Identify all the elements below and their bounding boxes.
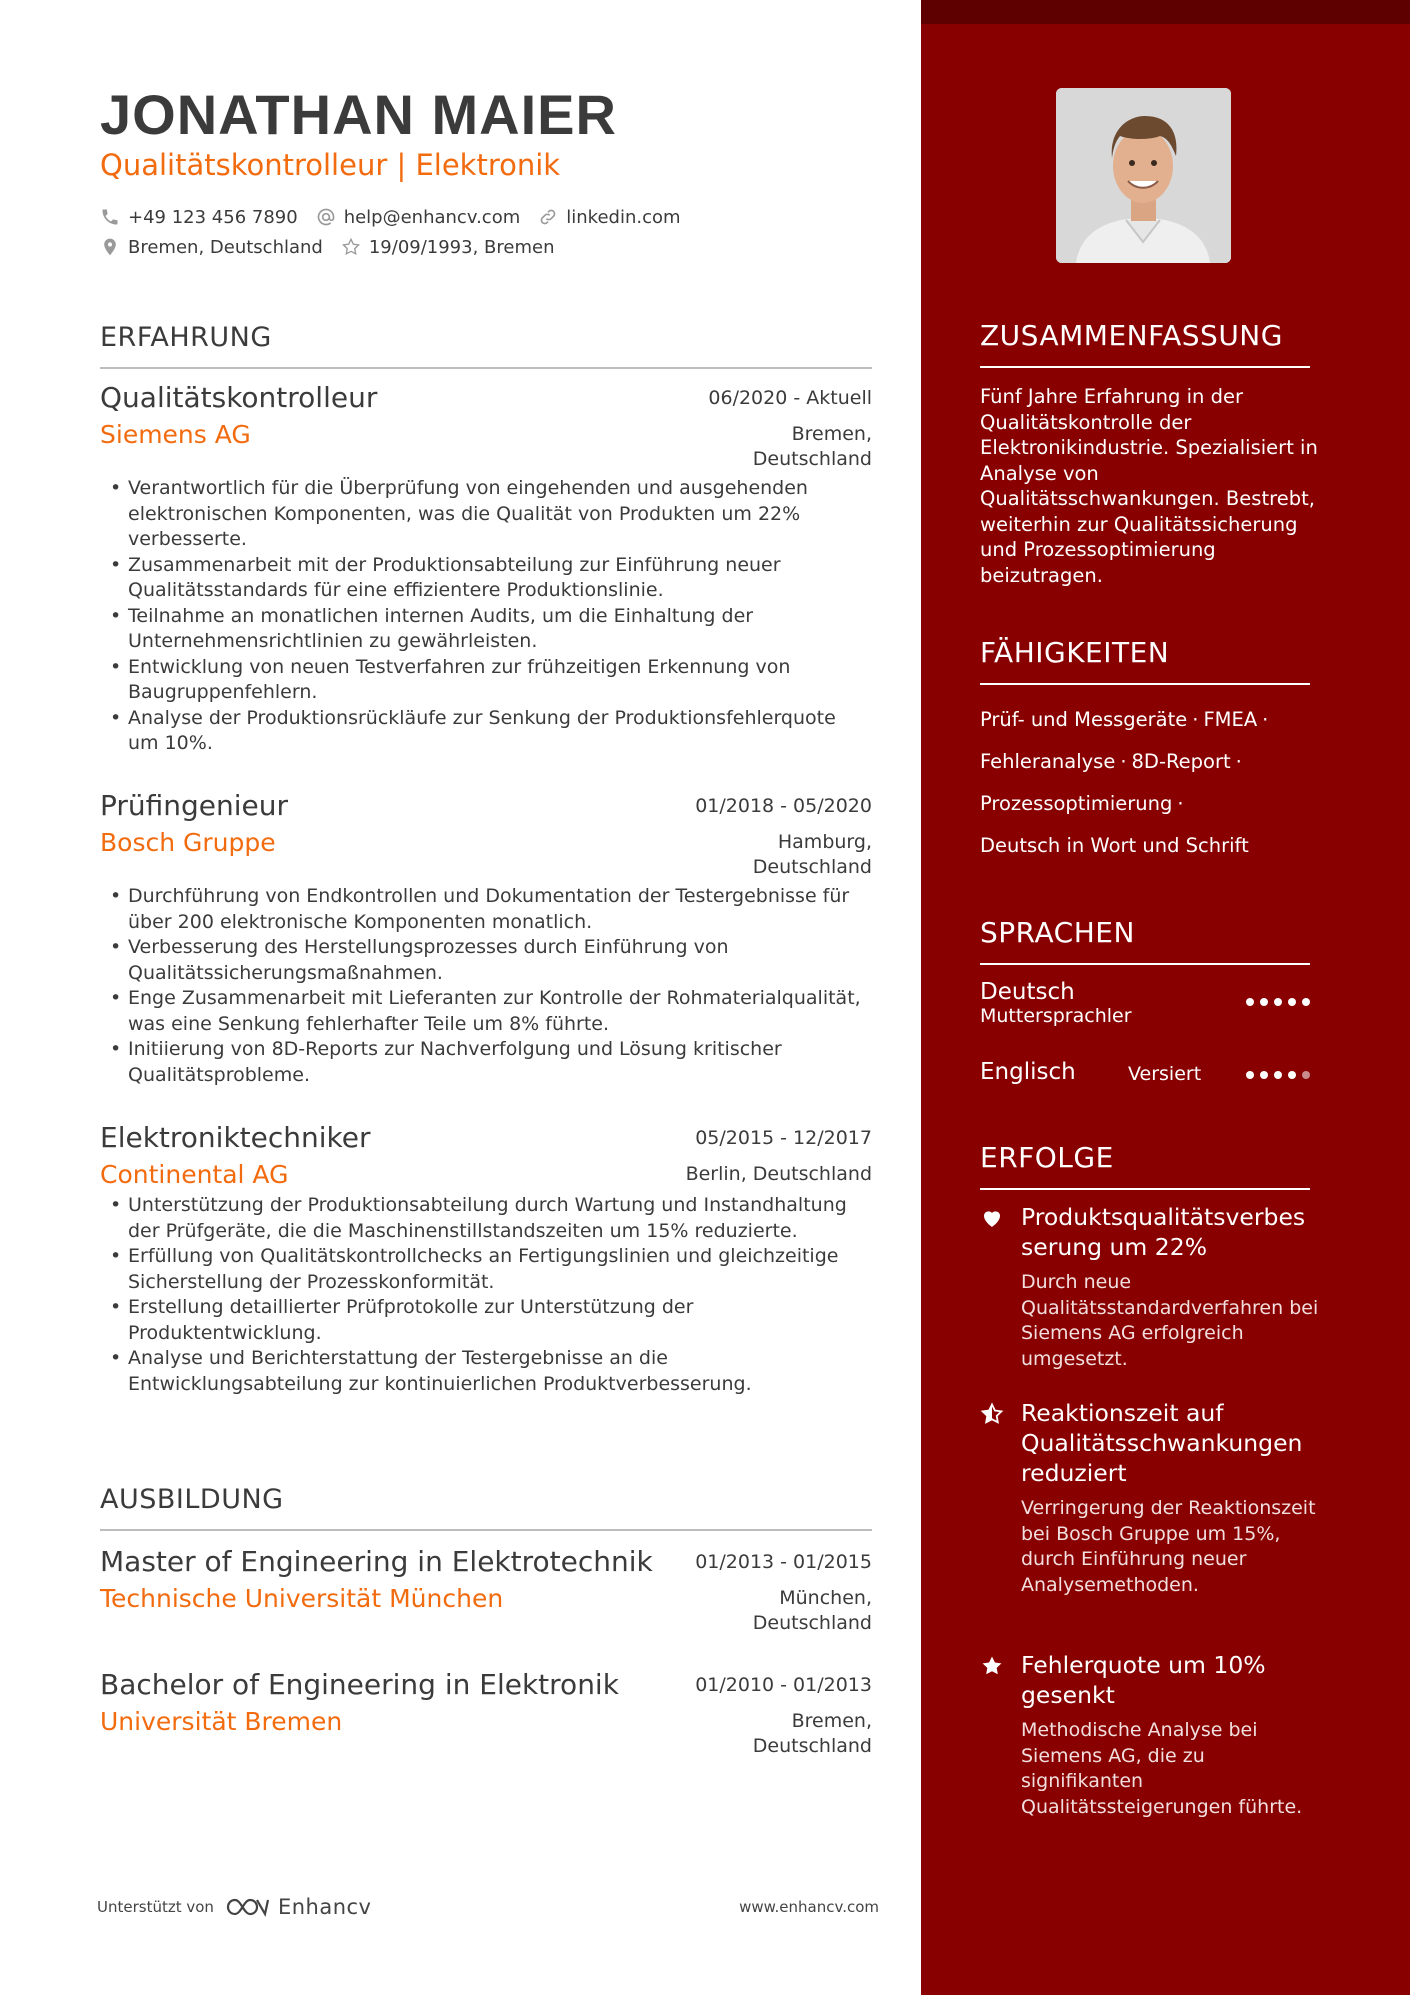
achievement-title: Reaktionszeit auf Qualitätsschwankungen reduziert <box>1021 1399 1303 1487</box>
rating-dot <box>1302 1071 1310 1079</box>
job-title: Elektroniktechniker <box>100 1121 371 1154</box>
skills-title: FÄHIGKEITEN <box>980 636 1170 669</box>
language-level: Muttersprachler <box>980 1005 1132 1027</box>
language-level: Versiert <box>1128 1063 1202 1085</box>
powered-by-text: Unterstützt von <box>97 1898 214 1916</box>
language-name: Englisch <box>980 1059 1076 1085</box>
job-bullets <box>100 1193 872 1397</box>
bullet: • Durchführung von Endkontrollen und Dokumentation der Testergebnisse für über 200 elektronische Komponenten monatlich. <box>100 884 872 935</box>
contact-info <box>100 202 699 262</box>
language-name: Deutsch <box>980 979 1075 1005</box>
phone-item <box>100 207 298 228</box>
experience-divider <box>100 367 872 369</box>
rating-dot <box>1302 998 1310 1006</box>
email-item[interactable] <box>316 207 521 228</box>
languages-divider <box>980 963 1310 965</box>
education-dates: 01/2010 - 01/2013 <box>695 1674 872 1696</box>
experience-entry <box>100 789 872 1088</box>
link-icon <box>538 207 558 227</box>
education-title: AUSBILDUNG <box>100 1484 284 1515</box>
bullet: • Erfüllung von Qualitätskontrollchecks an Fertigungslinien und gleichzeitige Sicherstellung der Prozesskonformität. <box>100 1244 872 1295</box>
rating-dot <box>1246 998 1254 1006</box>
phone-icon <box>100 207 120 227</box>
brand-name: Enhancv <box>277 1895 372 1919</box>
language-rating <box>1240 1071 1310 1079</box>
footer <box>97 1895 879 1919</box>
skills-divider <box>980 683 1310 685</box>
powered-by <box>97 1895 371 1919</box>
job-dates: 05/2015 - 12/2017 <box>695 1127 872 1149</box>
achievement-text: Methodische Analyse bei Siemens AG, die zu signifikanten Qualitätssteigerungen führte. <box>1021 1719 1303 1818</box>
rating-dot <box>1260 998 1268 1006</box>
star-outline-icon <box>341 237 361 257</box>
languages-title: SPRACHEN <box>980 916 1135 949</box>
bullet: • Entwicklung von neuen Testverfahren zur frühzeitigen Erkennung von Baugruppenfehlern. <box>100 655 872 706</box>
job-location: Hamburg, Deutschland <box>752 831 872 878</box>
education-divider <box>100 1529 872 1531</box>
job-bullets <box>100 884 872 1088</box>
location-text: Bremen, Deutschland <box>128 236 323 258</box>
education-location: München, Deutschland <box>752 1587 872 1634</box>
bullet: • Analyse der Produktionsrückläufe zur Senkung der Produktionsfehlerquote um 10%. <box>100 706 872 757</box>
degree: Master of Engineering in Elektrotechnik <box>100 1545 653 1578</box>
bullet: • Zusammenarbeit mit der Produktionsabteilung zur Einführung neuer Qualitätsstandards für eine effizientere Produktionslinie. <box>100 553 872 604</box>
summary-text: Fünf Jahre Erfahrung in der Qualitätskontrolle der Elektronikindustrie. Spezialisiert in Analyse von Qualitätsschwankungen. Bestrebt, weiterhin zur Qualitätssicherung und Prozessoptimierung beizutragen. <box>980 385 1318 587</box>
job-dates: 01/2018 - 05/2020 <box>695 795 872 817</box>
achievement-text: Verringerung der Reaktionszeit bei Bosch Gruppe um 15%, durch Einführung neuer Analysemethoden. <box>1021 1497 1316 1596</box>
heart-icon <box>980 1206 1004 1230</box>
map-pin-icon <box>100 237 120 257</box>
sidebar-top-band <box>921 0 1410 24</box>
enhancv-logo[interactable] <box>224 1895 372 1919</box>
skill-tag: 8D-Report <box>1131 749 1231 773</box>
job-dates: 06/2020 - Aktuell <box>708 387 872 409</box>
skill-tag: Prüf- und Messgeräte <box>980 707 1188 731</box>
summary-title: ZUSAMMENFASSUNG <box>980 319 1283 352</box>
achievements-title: ERFOLGE <box>980 1141 1114 1174</box>
phone-text: +49 123 456 7890 <box>128 206 298 228</box>
star-icon <box>980 1654 1004 1678</box>
school-name: Technische Universität München <box>100 1584 504 1613</box>
skill-tag: FMEA <box>1203 707 1258 731</box>
language-item <box>980 1059 1310 1091</box>
language-rating <box>1240 998 1310 1006</box>
link-item[interactable] <box>538 207 680 228</box>
job-title: Prüfingenieur <box>100 789 289 822</box>
sidebar <box>921 0 1410 1995</box>
rating-dot <box>1288 998 1296 1006</box>
degree: Bachelor of Engineering in Elektronik <box>100 1668 619 1701</box>
rating-dot <box>1246 1071 1254 1079</box>
rating-dot <box>1288 1071 1296 1079</box>
candidate-name: JONATHAN MAIER <box>100 83 617 146</box>
education-entry <box>100 1668 872 1759</box>
achievement-text: Durch neue Qualitätsstandardverfahren bei Siemens AG erfolgreich umgesetzt. <box>1021 1271 1319 1370</box>
achievement-title: Fehlerquote um 10% gesenkt <box>1021 1651 1266 1709</box>
email-text[interactable]: help@enhancv.com <box>343 206 521 228</box>
bullet: • Erstellung detaillierter Prüfprotokolle zur Unterstützung der Produktentwicklung. <box>100 1295 872 1346</box>
achievement-item <box>980 1398 1320 1598</box>
birth-item <box>341 237 555 258</box>
experience-entry <box>100 381 872 757</box>
bullet: • Teilnahme an monatlichen internen Audits, um die Einhaltung der Unternehmensrichtlinien zu gewährleisten. <box>100 604 872 655</box>
job-location: Berlin, Deutschland <box>685 1163 872 1185</box>
job-title: Qualitätskontrolleur <box>100 381 378 414</box>
skill-tag: Fehleranalyse <box>980 749 1116 773</box>
education-entry <box>100 1545 872 1636</box>
job-bullets <box>100 476 872 757</box>
language-item <box>980 979 1310 1039</box>
education-location: Bremen, Deutschland <box>752 1710 872 1757</box>
skill-tag: Prozessoptimierung <box>980 791 1173 815</box>
link-text[interactable]: linkedin.com <box>566 206 681 228</box>
rating-dot <box>1274 998 1282 1006</box>
at-icon <box>316 207 336 227</box>
rating-dot <box>1260 1071 1268 1079</box>
achievement-title: Produktsqualitätsverbes serung um 22% <box>1021 1203 1306 1261</box>
school-name: Universität Bremen <box>100 1707 343 1736</box>
avatar <box>1056 88 1231 263</box>
rating-dot <box>1274 1071 1282 1079</box>
experience-entry <box>100 1121 872 1397</box>
experience-title: ERFAHRUNG <box>100 322 272 353</box>
birth-text: 19/09/1993, Bremen <box>368 236 555 258</box>
achievement-item <box>980 1650 1320 1820</box>
company-name: Continental AG <box>100 1160 289 1189</box>
bullet: • Unterstützung der Produktionsabteilung durch Wartung und Instandhaltung der Prüfgeräte, die die Maschinenstillstandszeiten um 15% reduzierte. <box>100 1193 872 1244</box>
profile-photo <box>1056 88 1231 263</box>
bullet: • Analyse und Berichterstattung der Testergebnisse an die Entwicklungsabteilung zur kontinuierlichen Produktverbesserung. <box>100 1346 872 1397</box>
footer-url[interactable]: www.enhancv.com <box>739 1898 879 1916</box>
skill-tag: Deutsch in Wort und Schrift <box>980 833 1249 857</box>
education-dates: 01/2013 - 01/2015 <box>695 1551 872 1573</box>
achievements-divider <box>980 1188 1310 1190</box>
enhancv-logo-icon <box>224 1896 270 1918</box>
company-name: Siemens AG <box>100 420 251 449</box>
star-half-icon <box>980 1402 1004 1426</box>
bullet: • Verbesserung des Herstellungsprozesses durch Einführung von Qualitätssicherungsmaßnahmen. <box>100 935 872 986</box>
headline: Qualitätskontrolleur | Elektronik <box>100 148 561 182</box>
company-name: Bosch Gruppe <box>100 828 276 857</box>
bullet: • Enge Zusammenarbeit mit Lieferanten zur Kontrolle der Rohmaterialqualität, was eine Senkung fehlerhafter Teile um 8% führte. <box>100 986 872 1037</box>
skills-list: Prüf- und Messgeräte · FMEA · Fehleranalyse · 8D-Report · Prozessoptimierung · Deutsch in Wort und Schrift <box>980 707 1269 857</box>
achievement-item <box>980 1202 1320 1372</box>
summary-divider <box>980 366 1310 368</box>
bullet: • Verantwortlich für die Überprüfung von eingehenden und ausgehenden elektronischen Komponenten, was die Qualität von Produkten um 22% verbesserte. <box>100 476 872 553</box>
bullet: • Initiierung von 8D-Reports zur Nachverfolgung und Lösung kritischer Qualitätsprobleme. <box>100 1037 872 1088</box>
job-location: Bremen, Deutschland <box>752 423 872 470</box>
location-item <box>100 237 323 258</box>
